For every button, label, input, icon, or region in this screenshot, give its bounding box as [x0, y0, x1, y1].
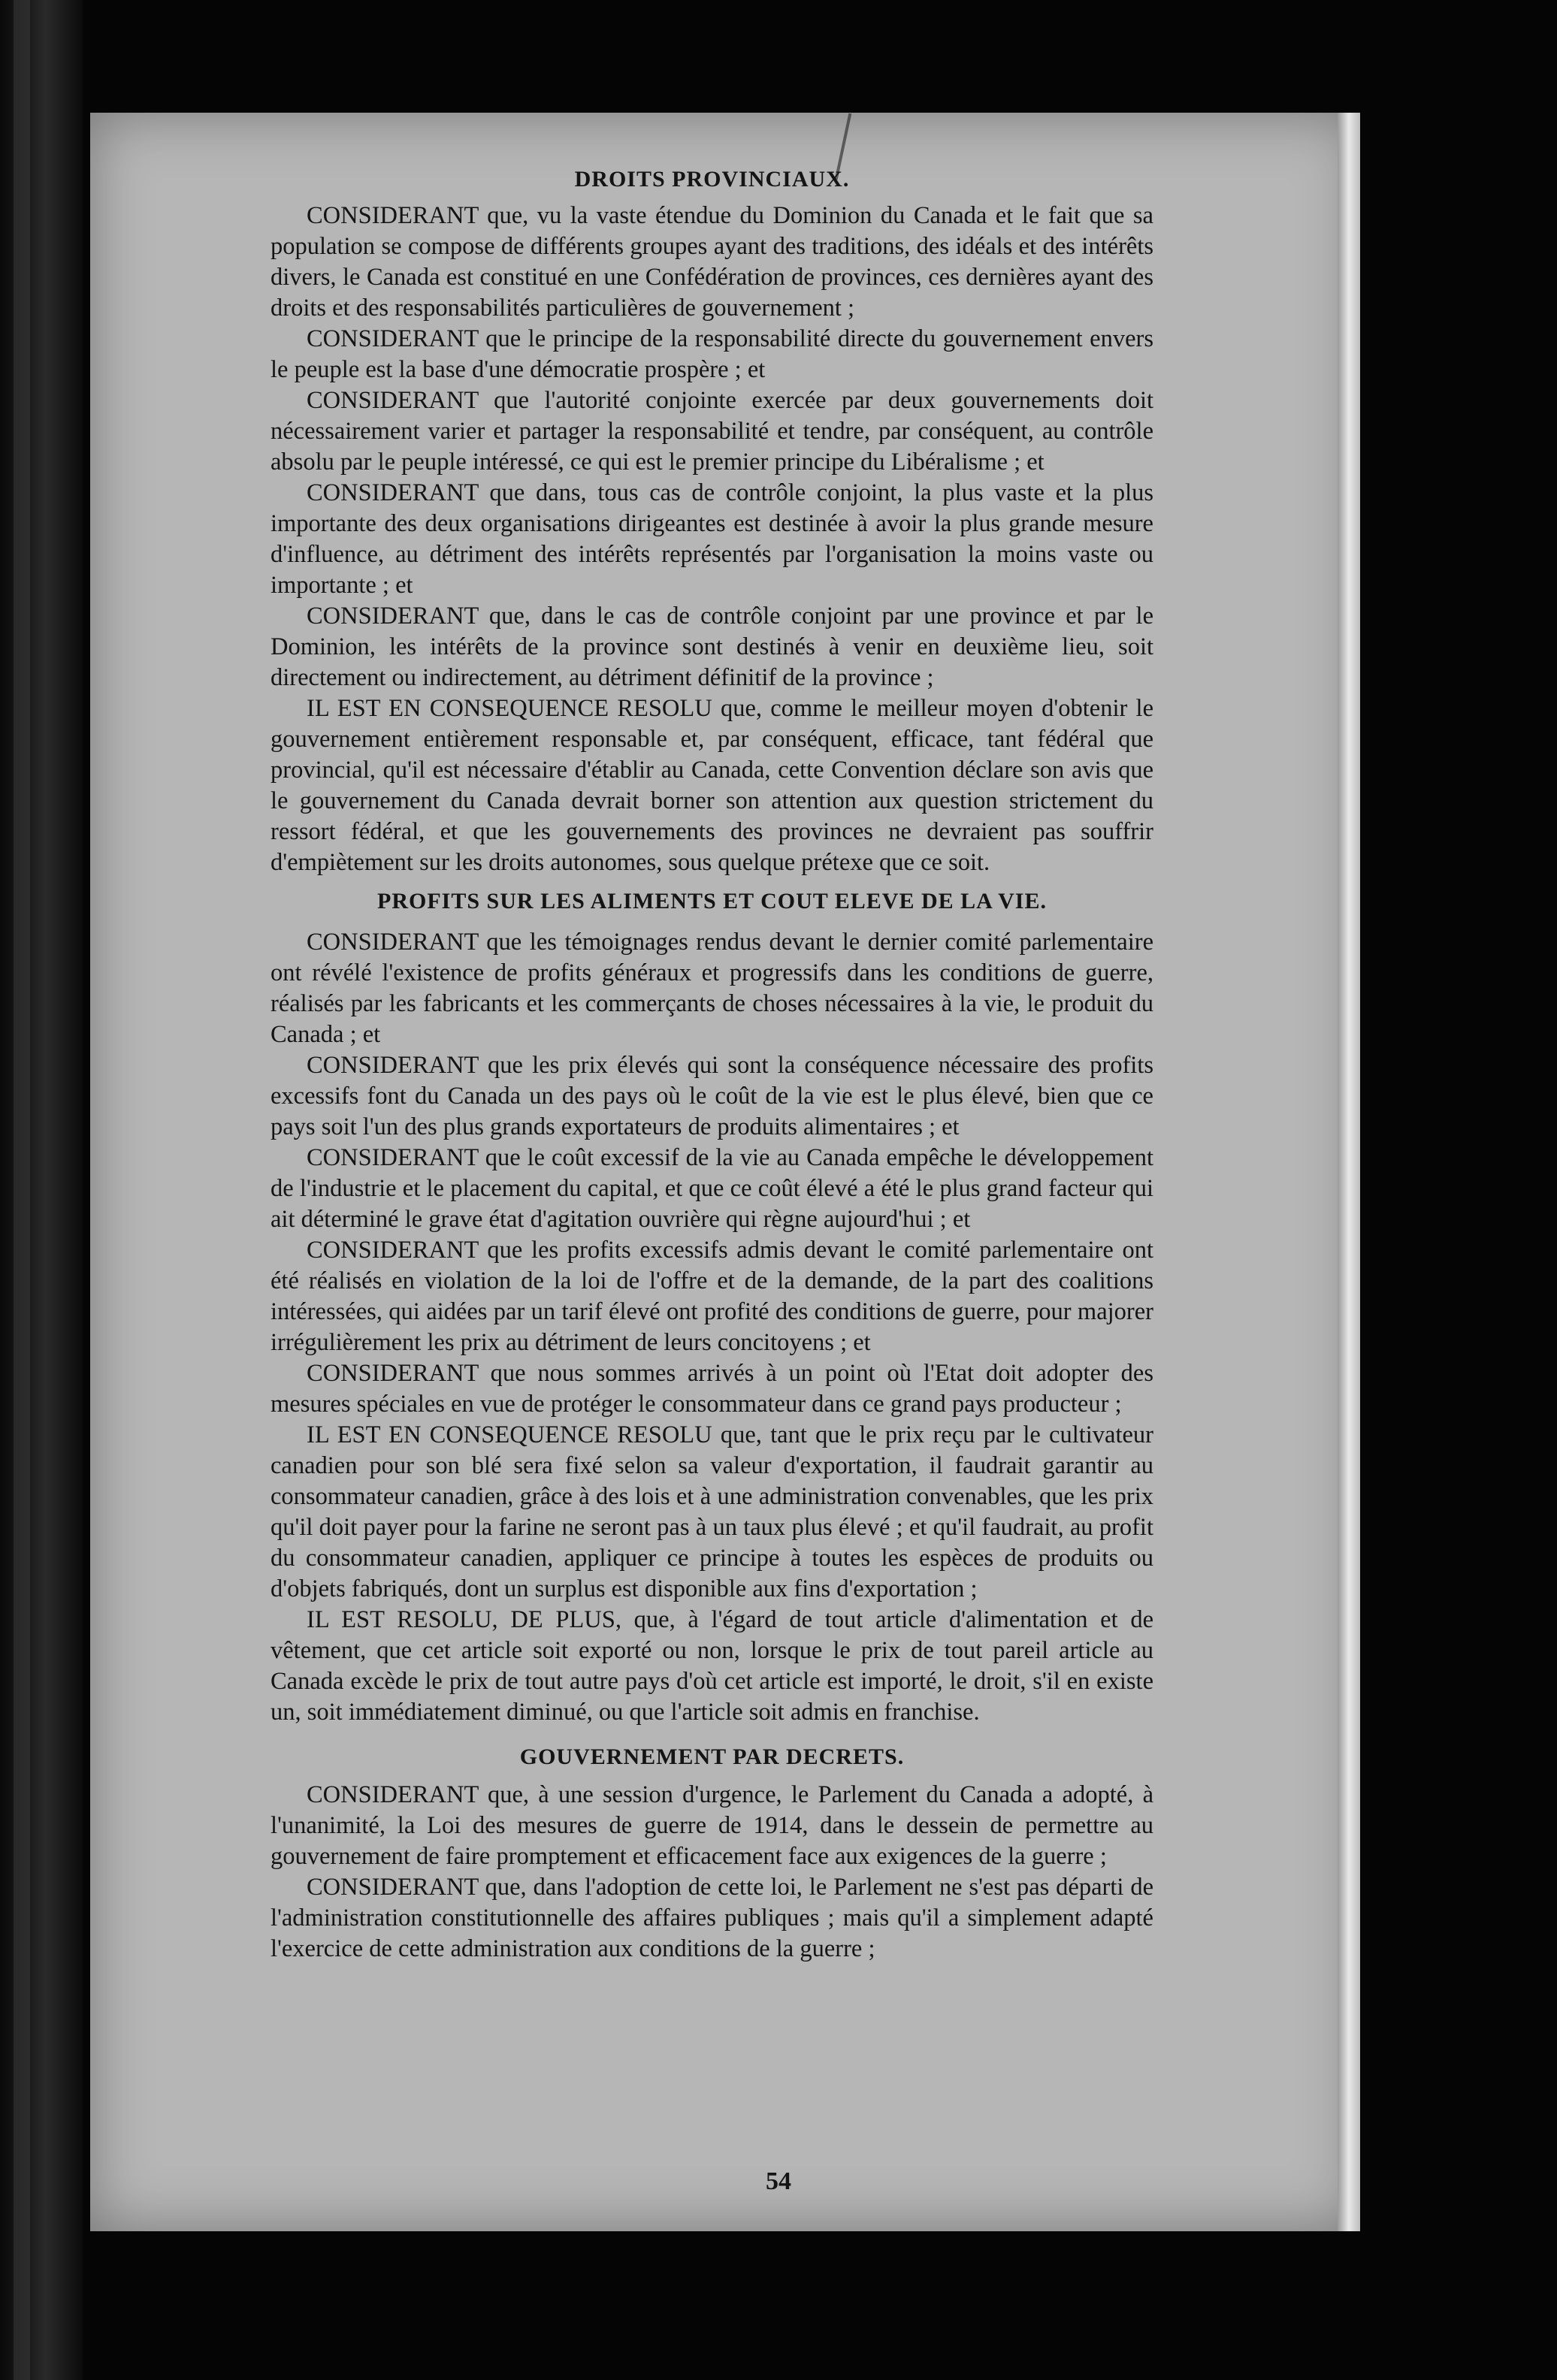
paragraph: CONSIDERANT que les profits excessifs admis devant le comité parlementaire ont été réalisés en violation de la loi de l'offre et de la demande, de la part des coalitions intéressées, qui aidées par un tarif élevé ont profité des conditions de guerre, pour majorer irrégulièrement les prix au détriment de leurs concitoyens ; et: [271, 1237, 1153, 1356]
document-body: [271, 164, 1153, 1965]
paragraph: IL EST EN CONSEQUENCE RESOLU que, tant que le prix reçu par le cultivateur canadien pour son blé sera fixé selon sa valeur d'exportation, il faudrait garantir au consommateur canadien, grâce à des lois et à une administration convenables, que les prix qu'il doit payer pour la farine ne seront pas à un taux plus élevé ; et qu'il faudrait, au profit du consommateur canadien, appliquer ce principe à toutes les espèces de produits ou d'objets fabriqués, dont un surplus est disponible aux fins d'exportation ;: [271, 1421, 1153, 1602]
page-number: 54: [766, 2167, 791, 2195]
paragraph: IL EST RESOLU, DE PLUS, que, à l'égard de tout article d'alimentation et de vêtement, que cet article soit exporté ou non, lorsque le prix de tout pareil article au Canada excède le prix de tout autre pays d'où cet article est importé, le droit, s'il en existe un, soit immédiatement diminué, ou que l'article soit admis en franchise.: [271, 1606, 1153, 1726]
film-strip-highlight: [14, 0, 30, 2380]
paragraph: CONSIDERANT que le coût excessif de la vie au Canada empêche le développement de l'industrie et le placement du capital, et que ce coût élevé a été le plus grand facteur qui ait déterminé le grave état d'agitation ouvrière qui règne aujourd'hui ; et: [271, 1144, 1153, 1233]
paragraph: CONSIDERANT que les témoignages rendus devant le dernier comité parlementaire ont révélé l'existence de profits généraux et progressifs dans les conditions de guerre, réalisés par les fabricants et les commerçants de choses nécessaires à la vie, le produit du Canada ; et: [271, 929, 1153, 1048]
paragraph: CONSIDERANT que, dans le cas de contrôle conjoint par une province et par le Dominion, les intérêts de la province sont destinés à venir en deuxième lieu, soit directement ou indirectement, au détriment définitif de la province ;: [271, 603, 1153, 691]
section-heading-droits-provinciaux: DROITS PROVINCIAUX.: [574, 167, 850, 192]
film-border-left: [0, 0, 83, 2380]
paragraph: CONSIDERANT que, à une session d'urgence, le Parlement du Canada a adopté, à l'unanimité, la Loi des mesures de guerre de 1914, dans le dessein de permettre au gouvernement de faire promptement et efficacement face aux exigences de la guerre ;: [271, 1781, 1153, 1870]
paragraph: CONSIDERANT que, dans l'adoption de cette loi, le Parlement ne s'est pas départi de l'administration constitutionnelle des affaires publiques ; mais qu'il a simplement adapté l'exercice de cette administration aux conditions de la guerre ;: [271, 1874, 1153, 1962]
paragraph: CONSIDERANT que dans, tous cas de contrôle conjoint, la plus vaste et la plus importante des deux organisations dirigeantes est destinée à avoir la plus grande mesure d'influence, au détriment des intérêts représentés par l'organisation la moins vaste ou importante ; et: [271, 479, 1153, 599]
paragraph: CONSIDERANT que les prix élevés qui sont la conséquence nécessaire des profits excessifs font du Canada un des pays où le coût de la vie est le plus élevé, bien que ce pays soit l'un des plus grands exportateurs de produits alimentaires ; et: [271, 1052, 1153, 1140]
paragraph: IL EST EN CONSEQUENCE RESOLU que, comme le meilleur moyen d'obtenir le gouvernement entièrement responsable et, par conséquent, efficace, tant fédéral que provincial, qu'il est nécessaire d'établir au Canada, cette Convention déclare son avis que le gouvernement du Canada devrait borner son attention aux question strictement du ressort fédéral, et que les gouvernements des provinces ne devraient pas souffrir d'empiètement sur les droits autonomes, sous quelque prétexe que ce soit.: [271, 695, 1153, 876]
paragraph: CONSIDERANT que, vu la vaste étendue du Dominion du Canada et le fait que sa population se compose de différents groupes ayant des traditions, des idéals et des intérêts divers, le Canada est constitué en une Confédération de provinces, ces dernières ayant des droits et des responsabilités particulières de gouvernement ;: [271, 202, 1153, 322]
section-heading-profits-aliments: PROFITS SUR LES ALIMENTS ET COUT ELEVE DE LA VIE.: [377, 889, 1047, 914]
page-edge: [1338, 113, 1360, 2231]
paragraph: CONSIDERANT que le principe de la responsabilité directe du gouvernement envers le peuple est la base d'une démocratie prospère ; et: [271, 325, 1153, 383]
section-heading-gouvernement-decrets: GOUVERNEMENT PAR DECRETS.: [519, 1744, 905, 1769]
paragraph: CONSIDERANT que nous sommes arrivés à un point où l'Etat doit adopter des mesures spéciales en vue de protéger le consommateur dans ce grand pays producteur ;: [271, 1360, 1153, 1418]
paragraph: CONSIDERANT que l'autorité conjointe exercée par deux gouvernements doit nécessairement varier et partager la responsabilité et tendre, par conséquent, au contrôle absolu par le peuple intéressé, ce qui est le premier principe du Libéralisme ; et: [271, 387, 1153, 476]
